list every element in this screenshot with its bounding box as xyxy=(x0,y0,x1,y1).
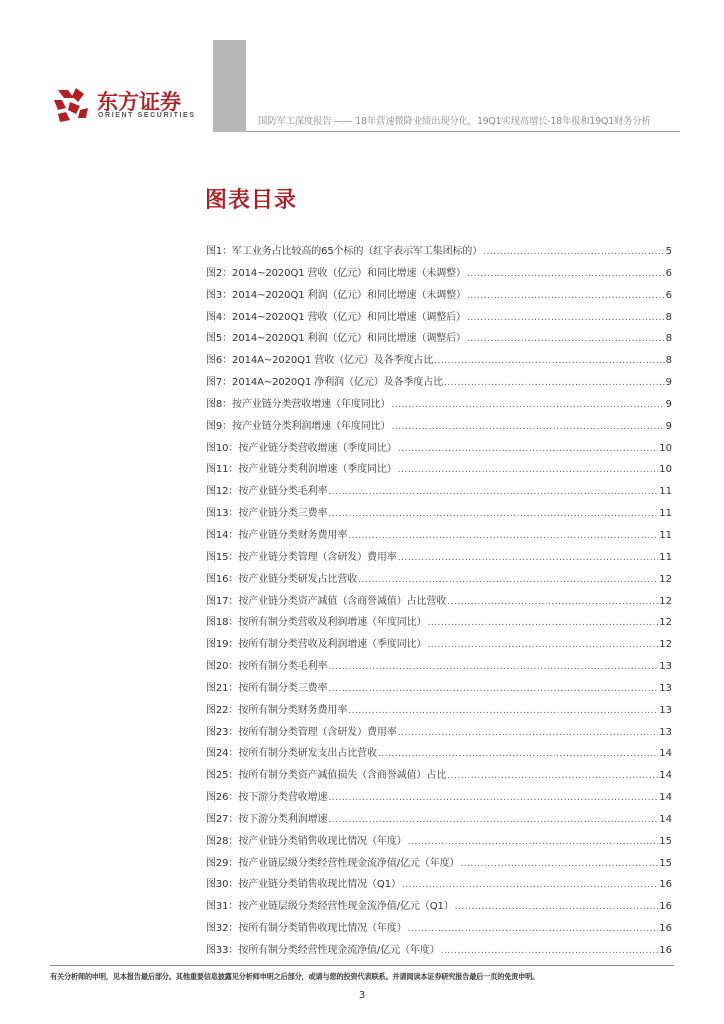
toc-entry[interactable] xyxy=(206,897,672,919)
toc-entry-label: 图16：按产业链分类研发占比营收 xyxy=(206,573,358,585)
toc-entry-label: 图9：按产业链分类利润增速（年度同比） xyxy=(206,420,391,432)
toc-entry-page: 10 xyxy=(659,442,672,454)
toc-leader-dots xyxy=(408,837,659,847)
toc-leader-dots xyxy=(427,640,658,650)
toc-entry[interactable] xyxy=(206,679,672,701)
toc-entry-page: 9 xyxy=(665,398,672,410)
toc-entry[interactable] xyxy=(206,592,672,614)
toc-entry[interactable] xyxy=(206,875,672,897)
toc-entry-page: 11 xyxy=(659,529,672,541)
toc-leader-dots xyxy=(402,880,658,890)
toc-entry-label: 图5：2014~2020Q1 利润（亿元）和同比增速（调整后） xyxy=(206,333,466,345)
toc-entry-label: 图30：按产业链分类销售收现比情况（Q1） xyxy=(206,879,401,891)
toc-entry-label: 图4：2014~2020Q1 营收（亿元）和同比增速（调整后） xyxy=(206,311,466,323)
toc-entry[interactable] xyxy=(206,264,672,286)
toc-entry-label: 图1：军工业务占比较高的65个标的（红字表示军工集团标的） xyxy=(206,246,483,257)
toc-entry-label: 图15：按产业链分类管理（含研发）费用率 xyxy=(206,551,397,563)
toc-entry[interactable] xyxy=(206,635,672,657)
toc-leader-dots xyxy=(398,728,659,738)
toc-leader-dots xyxy=(467,291,665,301)
toc-entry-label: 图33：按所有制分类经营性现金流净值/亿元（年度） xyxy=(206,945,440,956)
toc-entry-label: 图20：按所有制分类毛利率 xyxy=(206,661,328,673)
toc-entry-label: 图28：按产业链分类销售收现比情况（年度） xyxy=(206,835,407,847)
toc-entry-label: 图8：按产业链分类营收增速（年度同比） xyxy=(206,398,391,410)
toc-entry[interactable] xyxy=(206,548,672,570)
toc-entry[interactable] xyxy=(206,657,672,679)
toc-entry-page: 6 xyxy=(665,267,672,279)
logo-name-en: ORIENT SECURITIES xyxy=(98,112,196,119)
toc-entry-page: 12 xyxy=(659,639,672,651)
toc-entry-page: 16 xyxy=(659,879,672,891)
toc-leader-dots xyxy=(444,378,665,388)
toc-leader-dots xyxy=(434,356,665,366)
toc-entry-page: 8 xyxy=(665,355,672,367)
toc-entry[interactable] xyxy=(206,744,672,766)
footer-disclaimer: 有关分析师的申明，见本报告最后部分。其他重要信息披露见分析师申明之后部分，或请与您的投资代表联系。并请阅读本证券研究报告最后一页的免责申明。 xyxy=(50,972,540,981)
toc-entry-page: 12 xyxy=(659,573,672,585)
toc-entry[interactable] xyxy=(206,941,672,963)
toc-entry-label: 图29：按产业链层级分类经营性现金流净值/亿元（年度） xyxy=(206,857,460,869)
toc-leader-dots xyxy=(467,334,665,344)
toc-leader-dots xyxy=(328,509,658,519)
toc-title: 图表目录 xyxy=(205,188,298,213)
toc-leader-dots xyxy=(328,793,658,803)
toc-entry[interactable] xyxy=(206,701,672,723)
toc-entry[interactable] xyxy=(206,854,672,876)
toc-leader-dots xyxy=(398,553,659,563)
toc-entry-page: 16 xyxy=(659,945,672,956)
toc-entry-label: 图6：2014A~2020Q1 营收（亿元）及各季度占比 xyxy=(206,355,434,367)
toc-entry-label: 图27：按下游分类利润增速 xyxy=(206,813,328,825)
toc-leader-dots xyxy=(460,859,658,869)
toc-entry-page: 15 xyxy=(659,835,672,847)
toc-leader-dots xyxy=(447,771,658,781)
toc-entry-label: 图21：按所有制分类三费率 xyxy=(206,682,328,694)
toc-leader-dots xyxy=(391,400,664,410)
toc-entry[interactable] xyxy=(206,286,672,308)
toc-entry-page: 14 xyxy=(659,770,672,782)
toc-entry-label: 图31：按产业链层级分类经营性现金流净值/亿元（Q1） xyxy=(206,901,454,913)
toc-entry-page: 14 xyxy=(659,792,672,804)
toc-leader-dots xyxy=(348,531,658,541)
toc-entry-page: 14 xyxy=(659,748,672,760)
toc-entry[interactable] xyxy=(206,308,672,330)
toc-entry-page: 8 xyxy=(665,311,672,323)
toc-entry-page: 13 xyxy=(659,661,672,673)
toc-entry-label: 图24：按所有制分类研发支出占比营收 xyxy=(206,748,377,760)
toc-entry-page: 9 xyxy=(665,420,672,432)
toc-entry-page: 9 xyxy=(665,377,672,389)
toc-entry-page: 11 xyxy=(659,486,672,498)
toc-leader-dots xyxy=(348,706,658,716)
toc-entry[interactable] xyxy=(206,919,672,941)
toc-entry[interactable] xyxy=(206,723,672,745)
page-number: 3 xyxy=(358,990,366,1001)
toc-leader-dots xyxy=(398,465,659,475)
toc-entry-label: 图7：2014A~2020Q1 净利润（亿元）及各季度占比 xyxy=(206,377,443,389)
toc-entry-page: 6 xyxy=(665,289,672,301)
toc-entry[interactable] xyxy=(206,417,672,439)
toc-entry-label: 图11：按产业链分类利润增速（季度同比） xyxy=(206,464,397,476)
toc-entry-page: 5 xyxy=(665,246,672,257)
toc-leader-dots xyxy=(467,313,665,323)
toc-leader-dots xyxy=(328,815,658,825)
toc-entry-page: 16 xyxy=(659,923,672,935)
toc-entry-label: 图18：按所有制分类营收及利润增速（年度同比） xyxy=(206,617,427,629)
footer-divider xyxy=(50,965,674,966)
toc-leader-dots xyxy=(408,924,659,934)
toc-entry-page: 12 xyxy=(659,617,672,629)
toc-leader-dots xyxy=(358,575,658,585)
toc-leader-dots xyxy=(441,946,659,956)
toc-entry[interactable] xyxy=(206,832,672,854)
toc-entry[interactable] xyxy=(206,810,672,832)
toc-entry-label: 图3：2014~2020Q1 利润（亿元）和同比增速（未调整） xyxy=(206,289,466,301)
toc-leader-dots xyxy=(483,247,664,257)
toc-leader-dots xyxy=(427,618,658,628)
toc-entry[interactable] xyxy=(206,373,672,395)
toc-leader-dots xyxy=(467,269,665,279)
toc-entry[interactable] xyxy=(206,613,672,635)
toc-leader-dots xyxy=(378,749,658,759)
logo-name-cn: 东方证券 xyxy=(97,90,181,114)
toc-entry-label: 图22：按所有制分类财务费用率 xyxy=(206,704,348,716)
toc-entry[interactable] xyxy=(206,439,672,461)
toc-entry-page: 8 xyxy=(665,333,672,345)
toc-entry[interactable] xyxy=(206,351,672,373)
toc-entry-page: 14 xyxy=(659,813,672,825)
toc-entry-label: 图10：按产业链分类营收增速（季度同比） xyxy=(206,442,397,454)
toc-entry[interactable] xyxy=(206,526,672,548)
toc-entry-page: 16 xyxy=(659,901,672,913)
toc-entry-label: 图14：按产业链分类财务费用率 xyxy=(206,529,348,541)
toc-leader-dots xyxy=(328,487,658,497)
toc-entry-label: 图26：按下游分类营收增速 xyxy=(206,792,328,804)
company-logo xyxy=(50,84,210,124)
toc-entry-label: 图19：按所有制分类营收及利润增速（季度同比） xyxy=(206,639,427,651)
toc-entry-label: 图23：按所有制分类管理（含研发）费用率 xyxy=(206,726,397,738)
toc-entry-page: 10 xyxy=(659,464,672,476)
toc-entry[interactable] xyxy=(206,242,672,264)
toc-entry-page: 13 xyxy=(659,704,672,716)
toc-entry[interactable] xyxy=(206,395,672,417)
table-of-figures xyxy=(206,242,672,963)
toc-entry-label: 图12：按产业链分类毛利率 xyxy=(206,486,328,498)
toc-entry-label: 图17：按产业链分类资产减值（含商誉减值）占比营收 xyxy=(206,595,447,607)
toc-leader-dots xyxy=(328,662,658,672)
toc-entry-page: 11 xyxy=(659,508,672,520)
toc-entry-page: 15 xyxy=(659,857,672,869)
header-accent-bar xyxy=(213,40,246,132)
orient-securities-logo-icon xyxy=(50,84,92,124)
toc-leader-dots xyxy=(328,684,658,694)
header-divider xyxy=(246,131,680,132)
toc-entry[interactable] xyxy=(206,766,672,788)
toc-entry-page: 11 xyxy=(659,551,672,563)
toc-entry[interactable] xyxy=(206,482,672,504)
toc-entry[interactable] xyxy=(206,570,672,592)
toc-entry[interactable] xyxy=(206,329,672,351)
toc-entry-page: 13 xyxy=(659,726,672,738)
toc-leader-dots xyxy=(455,902,659,912)
toc-entry-page: 12 xyxy=(659,595,672,607)
toc-entry-page: 13 xyxy=(659,682,672,694)
toc-entry-label: 图13：按产业链分类三费率 xyxy=(206,508,328,520)
toc-entry[interactable] xyxy=(206,504,672,526)
toc-leader-dots xyxy=(398,444,659,454)
toc-leader-dots xyxy=(447,597,658,607)
toc-leader-dots xyxy=(391,422,664,432)
toc-entry[interactable] xyxy=(206,788,672,810)
toc-entry-label: 图25：按所有制分类资产减值损失（含商誉减值）占比 xyxy=(206,770,447,782)
toc-entry-label: 图32：按所有制分类销售收现比情况（年度） xyxy=(206,923,407,935)
report-header-text: 国防军工深度报告 —— 18年营速微降业绩出现分化，19Q1实现高增长-18年报和19Q1财务分析 xyxy=(258,116,651,127)
toc-entry-label: 图2：2014~2020Q1 营收（亿元）和同比增速（未调整） xyxy=(206,267,466,279)
toc-entry[interactable] xyxy=(206,460,672,482)
